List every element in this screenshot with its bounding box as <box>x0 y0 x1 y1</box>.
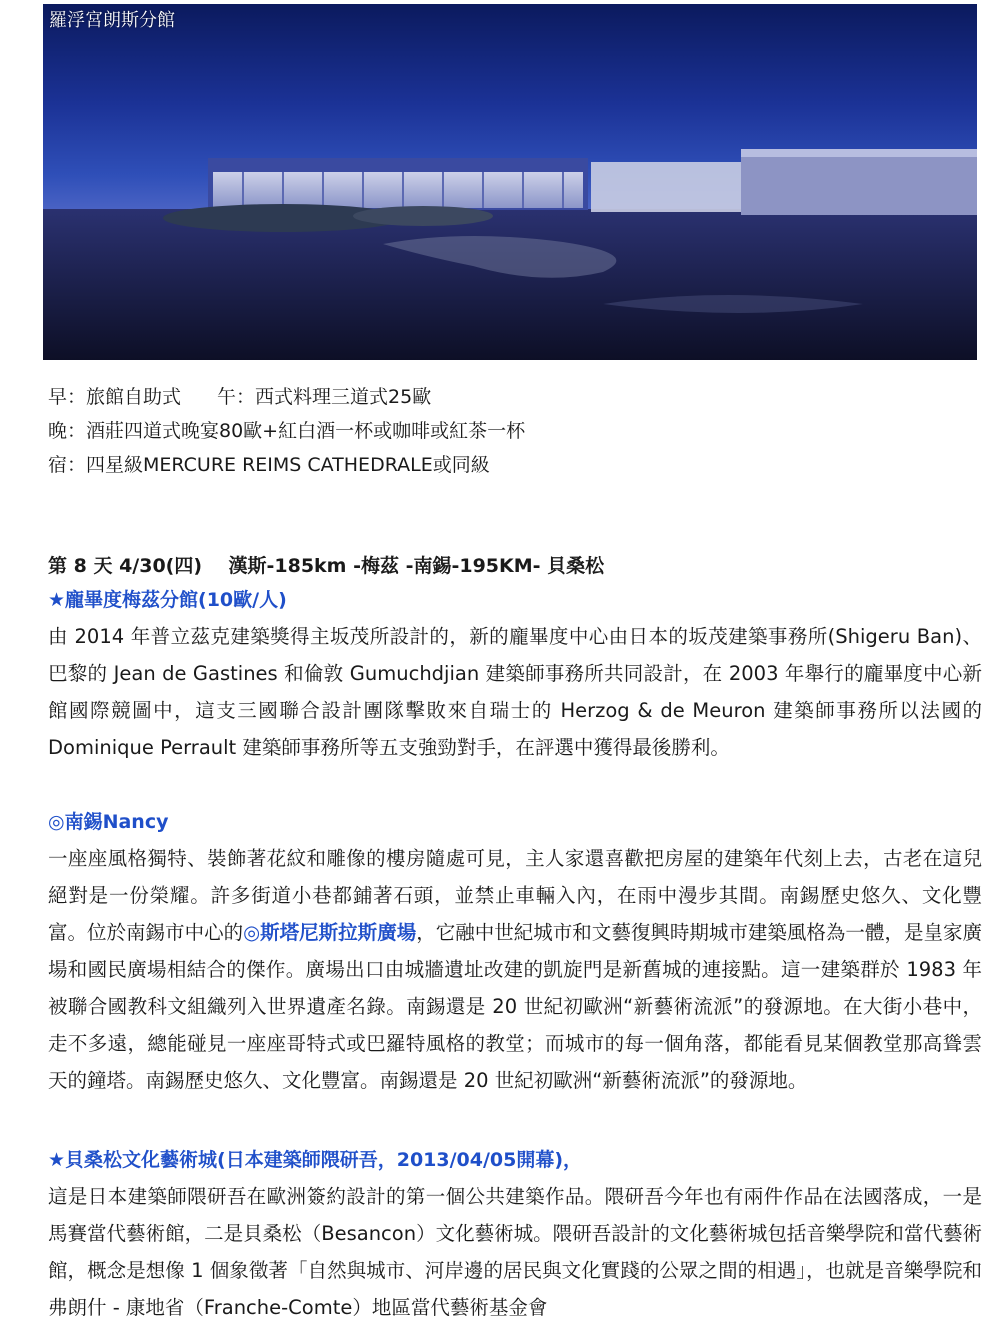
section-body <box>48 840 982 1099</box>
body-part-a: 一座座風格獨特、裝飾著花紋和雕像的樓房隨處可見，主人家還喜歡把房屋的建築年代刻上去，古老在這兒絕對是一份榮耀。許多街道小巷都鋪著石頭，並禁止車輛入內，在雨中漫步其間。南錫歷史悠久、文化豐富。位於南錫市中心的 <box>48 847 982 944</box>
section-besancon <box>48 1146 982 1326</box>
section-nancy <box>48 808 982 1099</box>
meal-info <box>48 380 525 482</box>
dinner-text: 晚：酒莊四道式晚宴80歐+紅白酒一杯或咖啡或紅茶一杯 <box>48 420 526 442</box>
section-title: ★龐畢度梅茲分館(10歐/人) <box>48 589 287 611</box>
section-pompidou-metz <box>48 586 982 766</box>
museum-night-scene <box>43 4 977 360</box>
meal-row-day <box>48 380 525 414</box>
lodging-text: 宿：四星級MERCURE REIMS CATHEDRALE或同級 <box>48 454 490 476</box>
body-part-b: ，它融中世紀城市和文藝復興時期城市建築風格為一體，是皇家廣場和國民廣場相結合的傑作。廣場出口由城牆遺址改建的凱旋門是新舊城的連接點。這一建築群於 1983 年被聯合國教科文組織列入世界遺產名錄。南錫還是 20 世紀初歐洲“新藝術流派”的發源地。在大街小巷中，走不多遠，總能碰見一座座哥特式或巴羅特風格的教堂；而城市的每一個角落，都能看見某個教堂那高聳雲天的鐘塔。南錫歷史悠久、文化豐富。南錫還是 20 世紀初歐洲“新藝術流派”的發源地。 <box>48 921 982 1092</box>
section-body: 由 2014 年普立茲克建築獎得主坂茂所設計的，新的龐畢度中心由日本的坂茂建築事務所(Shigeru Ban)、巴黎的 Jean de Gastines 和倫敦 Gumuchdjian 建築師事務所共同設計，在 2003 年舉行的龐畢度中心新館國際競圖中，這支三國聯合設計團隊擊敗來自瑞士的 Herzog & de Meuron 建築師事務所以法國的 Dominique Perrault 建築師事務所等五支強勁對手，在評選中獲得最後勝利。 <box>48 625 982 759</box>
section-title: ◎南錫Nancy <box>48 811 169 833</box>
stanislas-square-highlight: ◎斯塔尼斯拉斯廣場 <box>243 921 417 944</box>
museum-photo <box>43 4 977 360</box>
section-body: 這是日本建築師隈研吾在歐洲簽約設計的第一個公共建築作品。隈研吾今年也有兩件作品在法國落成，一是馬賽當代藝術館，二是貝桑松（Besancon）文化藝術城。隈研吾設計的文化藝術城包括音樂學院和當代藝術館，概念是想像 1 個象徵著「自然與城市、河岸邊的居民與文化實踐的公眾之間的相遇」，也就是音樂學院和弗朗什 - 康地省（Franche-Comte）地區當代藝術基金會 <box>48 1185 982 1319</box>
section-title: ★貝桑松文化藝術城(日本建築師隈研吾，2013/04/05開幕)， <box>48 1149 583 1171</box>
breakfast-text: 早：旅館自助式 <box>48 386 182 408</box>
lunch-text: 午：西式料理三道式25歐 <box>217 386 432 408</box>
photo-caption: 羅浮宮朗斯分館 <box>49 10 175 31</box>
day-heading: 第 8 天 4/30(四) 漢斯-185km -梅茲 -南錫-195KM- 貝桑松 <box>48 555 605 577</box>
